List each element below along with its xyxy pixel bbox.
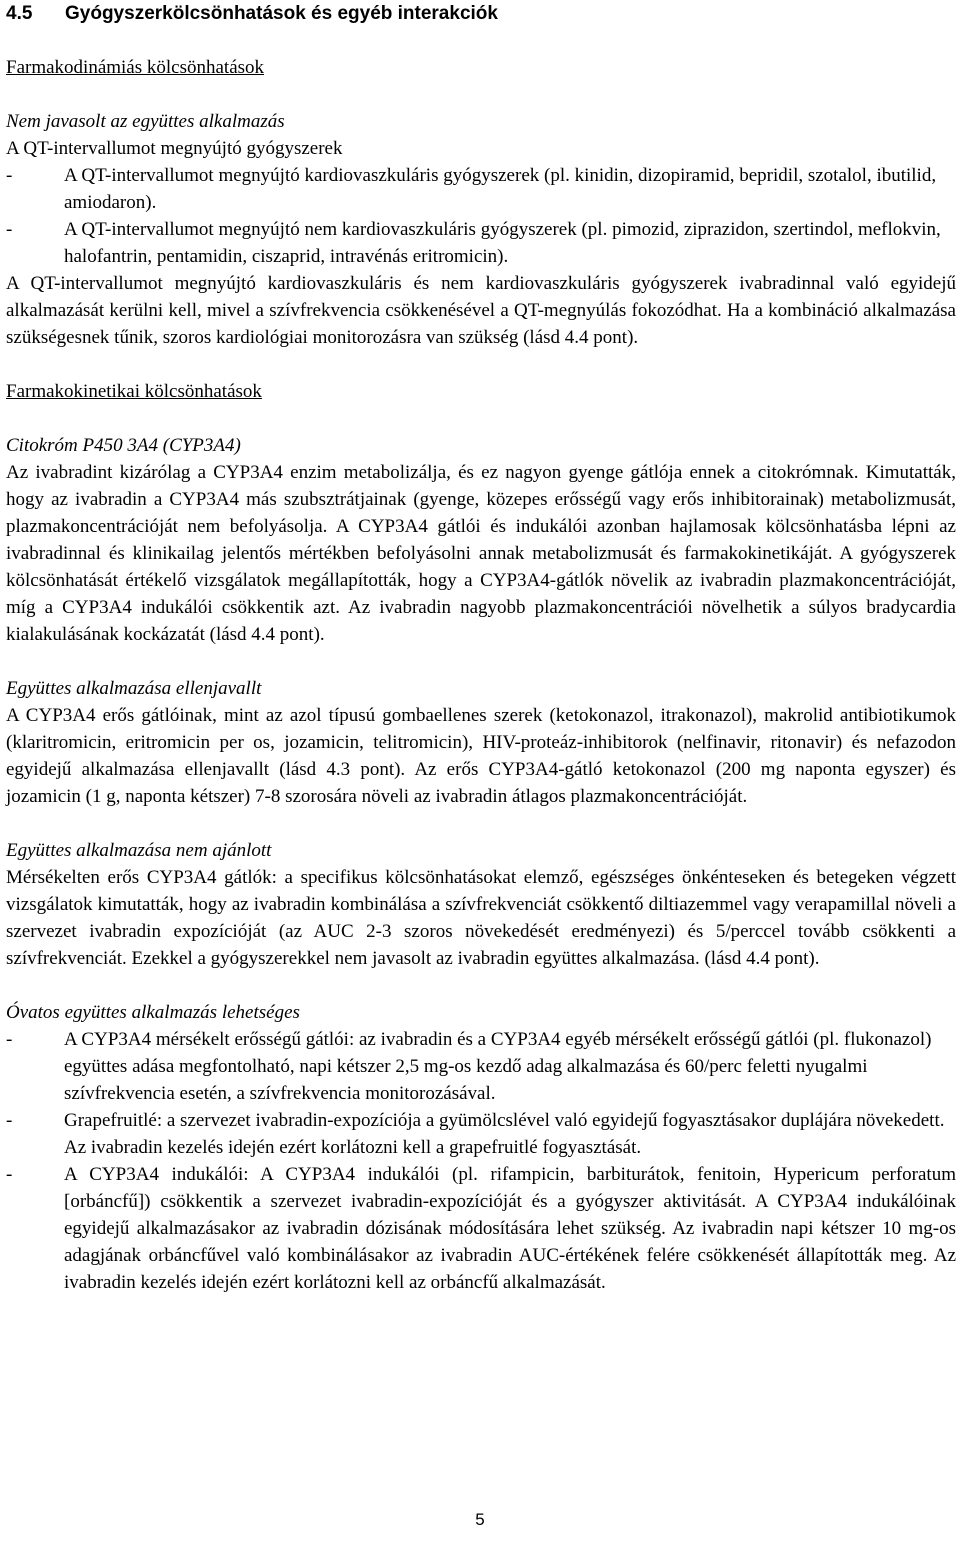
list-item (6, 1107, 956, 1161)
qt-cardio-item: A QT-intervallumot megnyújtó kardiovaszkuláris gyógyszerek (pl. kinidin, dizopiramid, bepridil, szotalol, ibutilid, amiodaron). (64, 165, 937, 213)
qt-drugs-line: A QT-intervallumot megnyújtó gyógyszerek (6, 138, 343, 159)
list-item (6, 162, 956, 216)
pharmacokinetic-heading: Farmakokinetikai kölcsönhatások (6, 381, 262, 402)
qt-noncardio-item: A QT-intervallumot megnyújtó nem kardiovaszkuláris gyógyszerek (pl. pimozid, ziprazidon, szertindol, meflokvin, halofantrin, pentamidin, ciszaprid, intravénás eritromicin). (64, 219, 941, 267)
caution-title: Óvatos együttes alkalmazás lehetséges (6, 1002, 300, 1023)
bullet-dash: - (6, 1110, 13, 1131)
bullet-dash: - (6, 1029, 13, 1050)
bullet-dash: - (6, 219, 13, 240)
caution-inducers: A CYP3A4 indukálói: A CYP3A4 indukálói (pl. rifampicin, barbiturátok, fenitoin, Hypericum perforatum [orbáncfű]) csökkentik a szervezet ivabradin-expozícióját és a gyógyszer aktivitását. A CYP3A4 indukálóinak egyidejű alkalmazásakor az ivabradin dózisának módosítására lehet szükség. Az ivabradin napi kétszer 10 mg-os adagjának orbáncfűvel való kombinálásakor az ivabradin AUC-értékének felére csökkenését állapították meg. Az ivabradin kezelés idején ezért korlátozni kell az orbáncfű alkalmazását. (64, 1164, 956, 1293)
caution-grapefruit: Grapefruitlé: a szervezet ivabradin-expozíciója a gyümölcslével való egyidejű fogyasztásakor duplájára növekedett. Az ivabradin kezelés idején ezért korlátozni kell a grapefruitlé fogyasztását. (64, 1110, 945, 1158)
not-recommended-title: Nem javasolt az együttes alkalmazás (6, 111, 285, 132)
contraindicated-title: Együttes alkalmazása ellenjavallt (6, 678, 262, 699)
pharmacodynamic-heading: Farmakodinámiás kölcsönhatások (6, 57, 265, 78)
bullet-dash: - (6, 1164, 13, 1185)
not-recommended-combination-paragraph: Mérsékelten erős CYP3A4 gátlók: a specifikus kölcsönhatásokat elemző, egészséges önkénteseken és betegeken végzett vizsgálatok kimutatták, hogy az ivabradin kombinálása a szívfrekvenciát csökkentő diltiazemmel vagy verapamillal növeli a szervezet ivabradin expozícióját (az AUC 2-3 szoros növekedését eredményezi) és 5/perccel tovább csökkenti a szívfrekvenciát. Ezekkel a gyógyszerekkel nem javasolt az ivabradin együttes alkalmazása. (lásd 4.4 pont). (6, 867, 956, 969)
cyp-title: Citokróm P450 3A4 (CYP3A4) (6, 435, 241, 456)
contraindicated-paragraph: A CYP3A4 erős gátlóinak, mint az azol típusú gombaellenes szerek (ketokonazol, itrakonazol), makrolid antibiotikumok (klaritromicin, eritromicin per os, jozamicin, telitromicin), HIV-proteáz-inhibitorok (nelfinavir, ritonavir) és nefazodon egyidejű alkalmazása ellenjavallt (lásd 4.3 pont). Az erős CYP3A4-gátló ketokonazol (200 mg naponta egyszer) és jozamicin (1 g, naponta kétszer) 7-8 szorosára növeli az ivabradin átlagos plazmakoncentrációját. (6, 705, 956, 807)
not-recommended-combination-title: Együttes alkalmazása nem ajánlott (6, 840, 272, 861)
cyp-paragraph: Az ivabradint kizárólag a CYP3A4 enzim metabolizálja, és ez nagyon gyenge gátlója ennek a citokrómnak. Kimutatták, hogy az ivabradin a CYP3A4 más szubsztrátjainak (gyenge, közepes erősségű vagy erős inhibitorainak) metabolizmusát, plazmakoncentrációját nem befolyásolja. A CYP3A4 gátlói és indukálói azonban hajlamosak kölcsönhatásba lépni az ivabradinnal és klinikailag jelentős mértékben befolyásolni annak metabolizmusát és farmakokinetikáját. A gyógyszerek kölcsönhatását értékelő vizsgálatok megállapították, hogy a CYP3A4-gátlók növelik az ivabradin plazmakoncentrációját, míg a CYP3A4 indukálói csökkentik azt. Az ivabradin nagyobb plazmakoncentrációi növelhetik a súlyos bradycardia kialakulásának kockázatát (lásd 4.4 pont). (6, 462, 956, 645)
list-item (6, 1161, 956, 1296)
list-item (6, 216, 956, 270)
qt-paragraph: A QT-intervallumot megnyújtó kardiovaszkuláris és nem kardiovaszkuláris gyógyszerek ivabradinnal való egyidejű alkalmazását kerülni kell, mivel a szívfrekvencia csökkenésével a QT-megnyúlás fokozódhat. Ha a kombináció alkalmazása szükségesnek tűnik, szoros kardiológiai monitorozásra van szükség (lásd 4.4 pont). (6, 273, 956, 348)
bullet-dash: - (6, 165, 13, 186)
section-title: Gyógyszerkölcsönhatások és egyéb interakciók (65, 3, 498, 24)
section-number: 4.5 (6, 3, 33, 24)
list-item (6, 1026, 956, 1107)
caution-moderate-inhibitors: A CYP3A4 mérsékelt erősségű gátlói: az ivabradin és a CYP3A4 egyéb mérsékelt erősségű gátlói (pl. flukonazol) együttes adása megfontolható, napi kétszer 2,5 mg-os kezdő adag alkalmazása és 60/perc feletti nyugalmi szívfrekvencia esetén, a szívfrekvencia monitorozásával. (64, 1029, 932, 1104)
page-number: 5 (475, 1510, 485, 1529)
document-page (6, 0, 956, 1296)
section-heading (6, 1, 956, 27)
